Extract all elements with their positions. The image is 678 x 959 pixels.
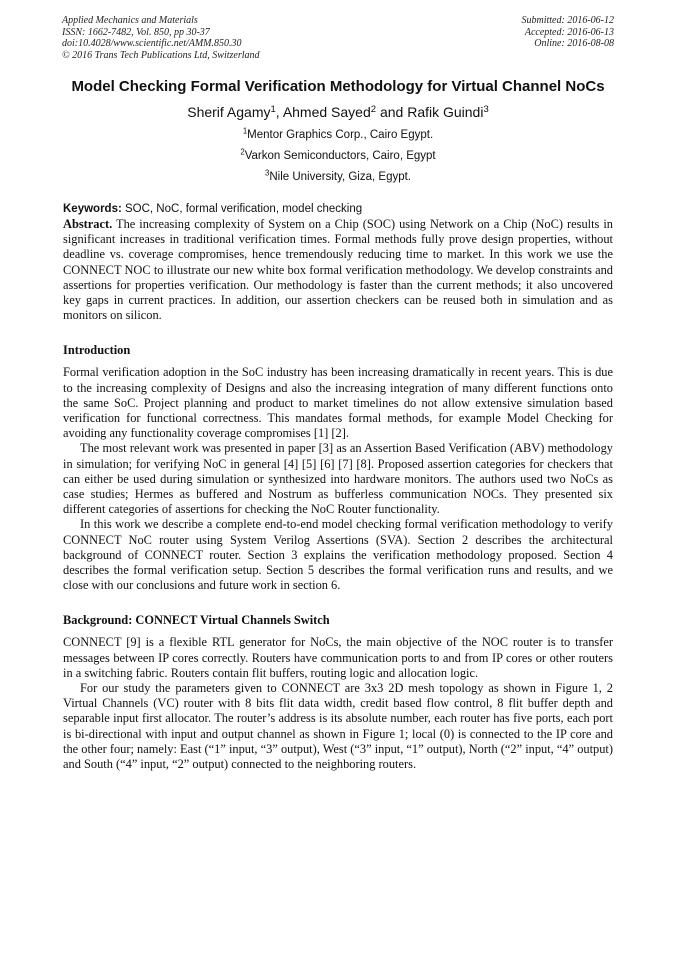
abstract-label: Abstract. (63, 217, 113, 231)
author-affil-mark: 1 (270, 103, 276, 115)
paragraph: CONNECT [9] is a flexible RTL generator for NoCs, the main objective of the NOC router is to transfer messages between IP cores correctly. Routers have communication ports to and from IP cores or other routers in a switching fabric. Routers contain flit buffers, routing logic and allocation logic. (63, 635, 613, 680)
keywords-label: Keywords: (63, 203, 122, 215)
copyright-line: © 2016 Trans Tech Publications Ltd, Switzerland (62, 49, 260, 61)
affil-text: Nile University, Giza, Egypt. (269, 171, 412, 183)
author-name: Sherif Agamy (187, 104, 271, 120)
affiliation (63, 125, 613, 146)
journal-name: Applied Mechanics and Materials (62, 15, 198, 26)
submitted-date: Submitted: 2016-06-12 (521, 15, 614, 26)
paragraph: Formal verification adoption in the SoC industry has been increasing dramatically in recent years. This is due to the increasing complexity of Designs and also the increasing integration of many different functions onto the same SoC. Project planning and product to market timelines do not allow extensive simulation based verification for functional correctness. This mandates formal methods, for example Model Checking for avoiding any functionality coverage compromises [1] [2]. (63, 365, 613, 441)
affiliation (63, 146, 613, 167)
journal-info (62, 15, 260, 61)
author-separator: , (275, 104, 283, 120)
author-separator: and (376, 104, 408, 120)
keywords-text: SOC, NoC, formal verification, model checking (125, 203, 363, 215)
affiliation (63, 167, 613, 188)
paragraph: In this work we describe a complete end-to-end model checking formal verification methodology to verify CONNECT NoC router using System Verilog Assertions (SVA). Section 2 describes the architectural background of CONNECT router. Section 3 explains the verification methodology proposed. Section 4 describes the formal verification setup. Section 5 describes the formal verification runs and results, and we close with our conclusions and future work in section 6. (63, 517, 613, 593)
affil-mark: 2 (240, 147, 245, 157)
affil-text: Varkon Semiconductors, Cairo, Egypt (244, 150, 436, 162)
paragraph: The most relevant work was presented in paper [3] as an Assertion Based Verification (ABV) methodology in simulation; for verifying NoC in general [4] [5] [6] [7] [8]. Proposed assertion categories for checkers that can either be used during simulation or synthesized into hardware monitors. The authors used two NoCs as case studies; Hermes as buffered and Nostrum as bufferless communication NOCs. They presented six different categories of assertions for checking the NoC Router functionality. (63, 441, 613, 517)
accepted-date: Accepted: 2016-06-13 (524, 26, 614, 38)
author-affil-mark: 3 (483, 103, 489, 115)
paragraph: For our study the parameters given to CONNECT are 3x3 2D mesh topology as shown in Figure 1, 2 Virtual Channels (VC) router with 8 bits flit data width, credit based flow control, 8 flit buffer depth and separable input first allocator. The router’s address is its absolute number, each router has five ports, each port is bi-directional with input and output channel as shown in Figure 1; local (0) is connected to the IP core and the other four; namely: East (“1” input, “3” output), West (“3” input, “1” output), North (“2” input, “4” output) and South (“4” input, “2” output) connected to the neighboring routers. (63, 681, 613, 772)
author-affil-mark: 2 (370, 103, 377, 115)
online-date: Online: 2016-08-08 (534, 38, 614, 49)
section-heading: Introduction (63, 343, 131, 358)
keywords (63, 202, 613, 217)
affiliations (63, 125, 613, 188)
author-name: Ahmed Sayed (282, 104, 371, 120)
paper-title: Model Checking Formal Verification Methodology for Virtual Channel NoCs (71, 78, 605, 95)
affil-text: Mentor Graphics Corp., Cairo Egypt. (247, 129, 434, 141)
abstract (63, 217, 613, 323)
paper-content (63, 78, 613, 772)
author-line (63, 104, 613, 121)
affil-mark: 3 (264, 168, 270, 178)
affil-mark: 1 (242, 126, 248, 136)
author-name: Rafik Guindi (407, 104, 484, 120)
submission-dates (522, 15, 615, 50)
issn-line: ISSN: 1662-7482, Vol. 850, pp 30-37 (62, 26, 210, 38)
doi-line: doi:10.4028/www.scientific.net/AMM.850.30 (62, 38, 242, 49)
abstract-text: The increasing complexity of System on a Chip (SOC) using Network on a Chip (NoC) results in significant increases in traditional verification times. Formal methods fully prove design properties, without deadline vs. coverage compromises, hence tremendously reducing time to market. In this work we use the CONNECT NOC to illustrate our new white box formal verification methodology. We develop constraints and assertions for properties verification. Our methodology is faster than the current methods; it also uncovered key gaps in current practices. In addition, our assertion checkers can be reused both in simulation and as monitors on silicon. (63, 217, 613, 323)
section-heading: Background: CONNECT Virtual Channels Switch (63, 613, 330, 628)
